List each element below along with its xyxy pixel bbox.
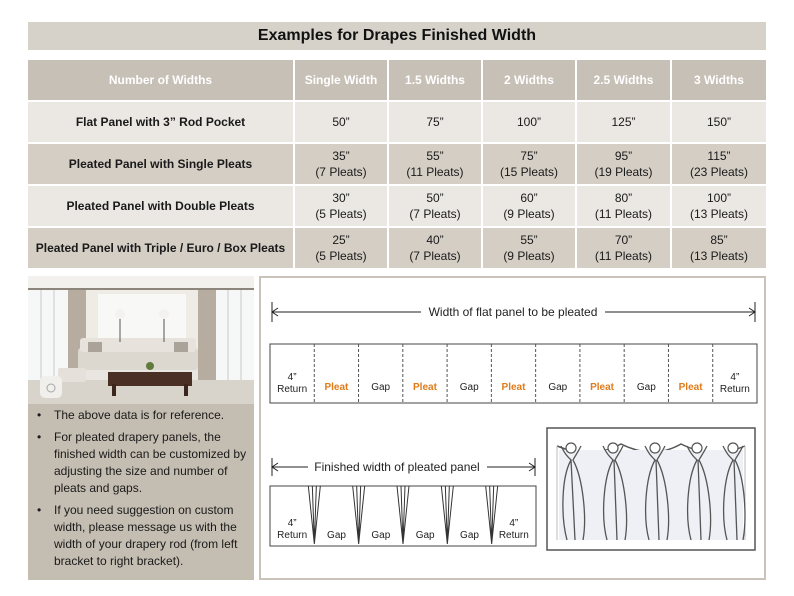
list-item: • The above data is for reference. <box>37 408 225 422</box>
table-cell <box>294 143 388 185</box>
header-cell: 2 Widths <box>482 60 576 101</box>
pleat-label: Pleat <box>678 382 703 393</box>
pleat-count: (13 Pleats) <box>689 207 749 221</box>
width-value: 100” <box>706 191 732 205</box>
table-cell <box>576 227 671 269</box>
flat-width-label: Width of flat panel to be pleated <box>428 305 598 319</box>
width-value: 95” <box>614 149 633 163</box>
width-value: 50” <box>426 191 444 205</box>
width-value: 55” <box>426 149 444 163</box>
pleated-drape-illustration <box>547 428 755 550</box>
header-cell: 2.5 Widths <box>576 60 671 101</box>
width-value: 55” <box>520 233 538 247</box>
table-cell <box>294 101 388 143</box>
pleat-count: (13 Pleats) <box>689 249 749 263</box>
width-value: 75” <box>426 115 444 129</box>
widths-table <box>28 60 766 270</box>
return-size: 4” <box>509 518 519 529</box>
pleat-count: (11 Pleats) <box>406 165 464 179</box>
pleat-count: (9 Pleats) <box>503 207 555 221</box>
gap-label: Gap <box>459 382 479 393</box>
gap-label: Gap <box>415 530 435 541</box>
width-value: 115” <box>707 149 731 163</box>
width-value: 50” <box>332 115 350 129</box>
return-size: 4” <box>287 518 297 529</box>
gap-label: Gap <box>548 382 568 393</box>
pleat-diagram <box>259 276 766 580</box>
note-text: For pleated drapery panels, the finished width can be customized by adjusting the size and number of pleats and gaps. <box>54 430 247 495</box>
return-label: Return <box>277 384 308 395</box>
pleat-count: (5 Pleats) <box>315 207 367 221</box>
table-cell <box>388 101 482 143</box>
pleat-label: Pleat <box>413 382 437 393</box>
return-label: Return <box>277 530 308 541</box>
gap-label: Gap <box>636 382 656 393</box>
table-cell <box>294 185 388 227</box>
table-cell <box>482 143 576 185</box>
width-value: 85” <box>710 233 728 247</box>
table-header-row <box>28 60 766 101</box>
row-label: Pleated Panel with Triple / Euro / Box Pleats <box>28 227 294 269</box>
gap-label: Gap <box>460 530 479 541</box>
pleat-label: Pleat <box>501 382 526 393</box>
pleat-count: (11 Pleats) <box>594 207 653 221</box>
living-room-photo <box>28 276 254 404</box>
table-cell <box>482 101 576 143</box>
table-cell <box>388 185 482 227</box>
return-label: Return <box>498 530 529 541</box>
width-value: 40” <box>426 233 444 247</box>
table-row <box>28 227 766 269</box>
width-value: 70” <box>614 233 633 247</box>
table-cell <box>482 185 576 227</box>
gap-label: Gap <box>371 382 391 393</box>
table-cell <box>576 101 671 143</box>
pleat-count: (15 Pleats) <box>499 165 559 179</box>
width-value: 35” <box>332 149 350 163</box>
table-cell <box>576 185 671 227</box>
gap-label: Gap <box>371 530 391 541</box>
pleat-count: (19 Pleats) <box>594 165 653 179</box>
list-item: • For pleated drapery panels, the finished width can be customized by adjusting the size and number of pleats and gaps. <box>37 430 247 495</box>
header-cell: Single Width <box>294 60 388 101</box>
pleat-count: (7 Pleats) <box>409 207 461 221</box>
table-row <box>28 143 766 185</box>
table-cell <box>671 227 766 269</box>
return-size: 4” <box>287 372 297 383</box>
table-cell <box>388 227 482 269</box>
flat-panel <box>270 344 757 403</box>
pleat-label: Pleat <box>590 382 614 393</box>
width-value: 80” <box>614 191 633 205</box>
pleat-diagram-svg <box>261 278 764 578</box>
table-row <box>28 101 766 143</box>
finished-width-label: Finished width of pleated panel <box>314 460 480 474</box>
table-cell <box>671 143 766 185</box>
table-cell <box>294 227 388 269</box>
gap-label: Gap <box>327 530 346 541</box>
table-cell <box>671 185 766 227</box>
row-label: Pleated Panel with Single Pleats <box>28 143 294 185</box>
page-title: Examples for Drapes Finished Width <box>28 22 766 50</box>
header-cell: 1.5 Widths <box>388 60 482 101</box>
row-label: Pleated Panel with Double Pleats <box>28 185 294 227</box>
note-text: The above data is for reference. <box>54 408 225 422</box>
list-item: • If you need suggestion on custom width, please message us with the width of your drapery rod (from left bracket to right bracket). <box>37 503 238 568</box>
return-label: Return <box>719 384 750 395</box>
width-value: 75” <box>520 149 538 163</box>
header-cell: 3 Widths <box>671 60 766 101</box>
pleat-count: (23 Pleats) <box>689 165 749 179</box>
notes-panel <box>28 404 254 580</box>
pleat-count: (5 Pleats) <box>315 249 367 263</box>
table-cell <box>482 227 576 269</box>
note-text: If you need suggestion on custom width, please message us with the width of your drapery rod (from left bracket to right bracket). <box>54 503 238 568</box>
table-cell <box>671 101 766 143</box>
pleat-count: (9 Pleats) <box>503 249 555 263</box>
width-value: 100” <box>516 115 542 129</box>
pleat-count: (11 Pleats) <box>594 249 653 263</box>
row-label: Flat Panel with 3” Rod Pocket <box>28 101 294 143</box>
width-value: 125” <box>611 115 636 129</box>
width-value: 25” <box>332 233 350 247</box>
pleat-label: Pleat <box>324 382 349 393</box>
header-cell: Number of Widths <box>28 60 294 101</box>
return-size: 4” <box>730 372 740 383</box>
table-row <box>28 185 766 227</box>
table-cell <box>576 143 671 185</box>
width-value: 60” <box>520 191 538 205</box>
pleat-count: (7 Pleats) <box>315 165 367 179</box>
width-value: 150” <box>706 115 732 129</box>
table-cell <box>388 143 482 185</box>
pleat-count: (7 Pleats) <box>409 249 461 263</box>
width-value: 30” <box>332 191 350 205</box>
